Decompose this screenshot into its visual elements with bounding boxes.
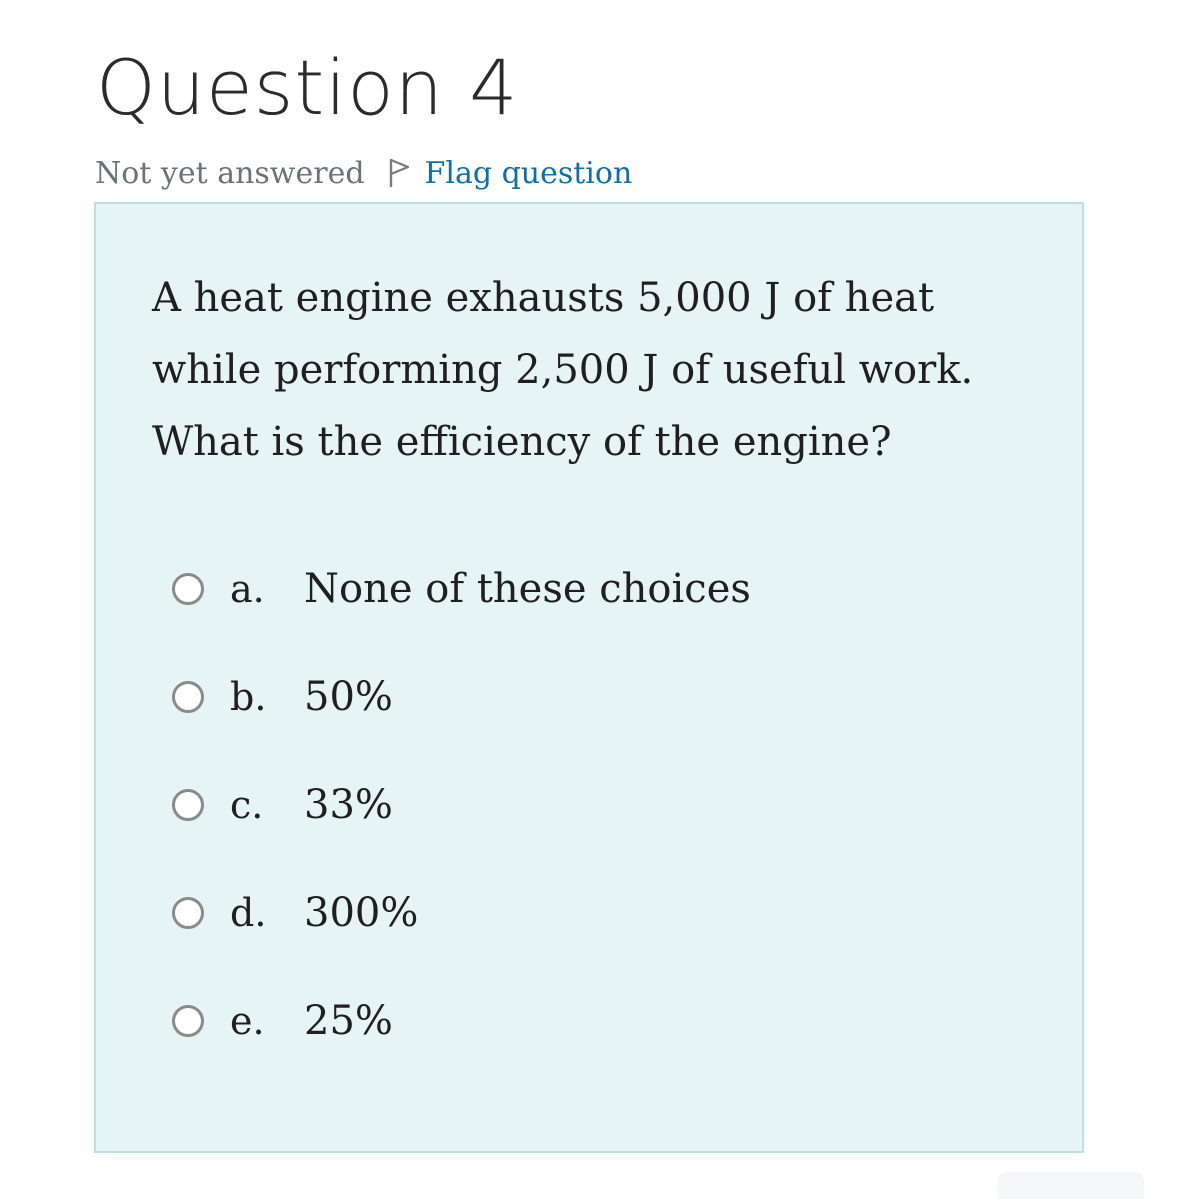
question-text-line: A heat engine exhausts 5,000 J of heat <box>152 275 935 321</box>
answer-text: 50% <box>304 674 393 720</box>
answer-option-b[interactable] <box>172 662 393 732</box>
answer-option-e[interactable] <box>172 986 393 1056</box>
answer-text: 300% <box>304 890 419 936</box>
flag-question-label[interactable]: Flag question <box>424 155 633 191</box>
question-text <box>152 262 1052 478</box>
flag-question-link[interactable] <box>387 156 633 191</box>
answer-letter: b. <box>230 675 267 719</box>
radio-unchecked-icon[interactable] <box>172 1005 204 1037</box>
answer-letter: e. <box>230 999 265 1043</box>
radio-unchecked-icon[interactable] <box>172 789 204 821</box>
answer-text: None of these choices <box>304 566 751 612</box>
question-text-line: What is the efficiency of the engine? <box>152 419 892 465</box>
next-button-partial[interactable] <box>998 1172 1144 1199</box>
question-box <box>94 202 1084 1153</box>
answer-status: Not yet answered <box>95 155 365 191</box>
answer-option-a[interactable] <box>172 554 751 624</box>
question-text-line: while performing 2,500 J of useful work. <box>152 347 974 393</box>
flag-icon <box>387 157 411 189</box>
radio-unchecked-icon[interactable] <box>172 897 204 929</box>
question-info <box>95 150 632 196</box>
answer-option-c[interactable] <box>172 770 393 840</box>
answer-text: 33% <box>304 782 393 828</box>
radio-unchecked-icon[interactable] <box>172 681 204 713</box>
radio-unchecked-icon[interactable] <box>172 573 204 605</box>
question-title: Question 4 <box>96 43 519 132</box>
answer-letter: a. <box>230 567 265 611</box>
answer-text: 25% <box>304 998 393 1044</box>
answer-letter: d. <box>230 891 267 935</box>
answer-letter: c. <box>230 783 264 827</box>
answer-option-d[interactable] <box>172 878 418 948</box>
